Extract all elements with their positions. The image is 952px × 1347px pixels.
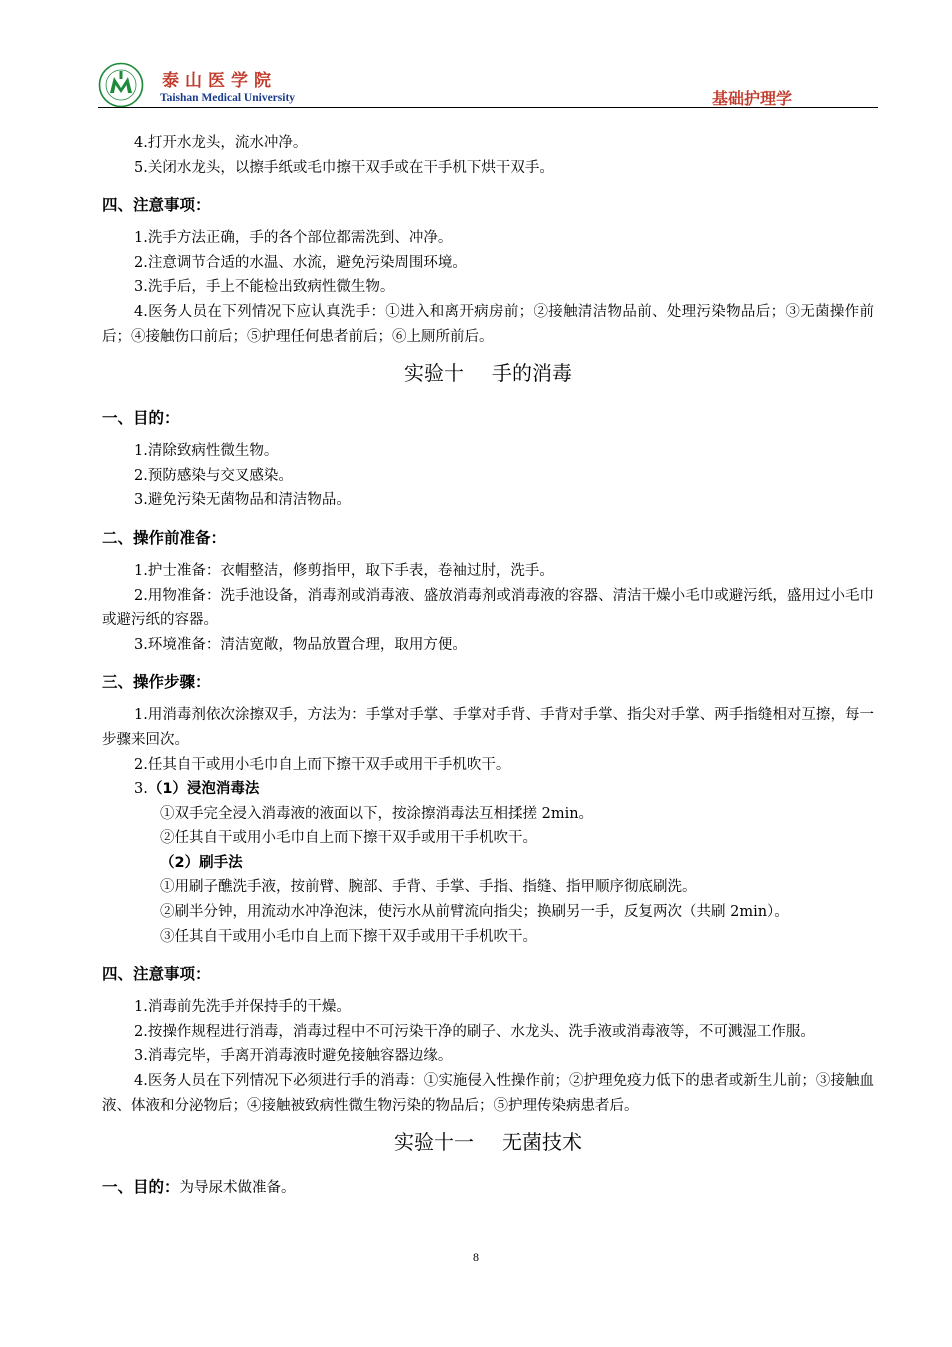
- header-divider: [98, 107, 878, 108]
- experiment-title: [102, 359, 874, 387]
- page-header: [98, 62, 878, 108]
- method-step: ②刷半分钟，用流动水冲净泡沫，使污水从前臂流向指尖；换刷另一手，反复两次（共刷 2min）。: [160, 904, 789, 921]
- method-step: ③任其自干或用小毛巾自上而下擦干双手或用干手机吹干。: [160, 928, 537, 945]
- university-logo: [98, 62, 144, 108]
- note-item: 4.医务人员在下列情况下应认真洗手：①进入和离开病房前；②接触清洁物品前、处理污染物品后；③无菌操作前后；④接触伤口前后；⑤护理任何患者前后；⑥上厕所前后。: [102, 303, 874, 345]
- note-item: 1.消毒前先洗手并保持手的干燥。: [134, 999, 351, 1016]
- experiment-title: [102, 1128, 874, 1156]
- step-item: [102, 777, 874, 802]
- document-body: [102, 131, 874, 1201]
- note-item: 3.洗手后，手上不能检出致病性微生物。: [134, 279, 395, 296]
- experiment-number: 实验十一: [394, 1130, 474, 1155]
- section-heading: 一、目的：: [102, 1178, 180, 1197]
- purpose-item: 3.避免污染无菌物品和清洁物品。: [134, 492, 351, 509]
- method-step: ①用刷子醮洗手液，按前臂、腕部、手背、手掌、手指、指缝、指甲顺序彻底刷洗。: [160, 879, 697, 896]
- section-heading: 三、操作步骤：: [102, 673, 211, 692]
- university-name-en: Taishan Medical University: [160, 92, 296, 104]
- method-label: （1）浸泡消毒法: [147, 781, 260, 798]
- purpose-item: 1.清除致病性微生物。: [134, 443, 279, 460]
- step-item: 5.关闭水龙头，以擦手纸或毛巾擦干双手或在干手机下烘干双手。: [134, 159, 554, 176]
- page-number: 8: [473, 1250, 479, 1264]
- experiment-number: 实验十: [404, 361, 464, 386]
- course-title: 基础护理学: [711, 89, 792, 108]
- note-item: 2.按操作规程进行消毒，消毒过程中不可污染干净的刷子、水龙头、洗手液或消毒液等，不可溅湿工作服。: [134, 1023, 815, 1040]
- method-label: （2）刷手法: [160, 854, 243, 871]
- step-number: 3.: [134, 781, 148, 798]
- step-item: 4.打开水龙头，流水冲净。: [134, 135, 308, 151]
- experiment-name: 无菌技术: [502, 1130, 582, 1155]
- note-item: 2.注意调节合适的水温、水流，避免污染周围环境。: [134, 254, 467, 271]
- prep-item: 3.环境准备：清洁宽敞，物品放置合理，取用方便。: [134, 636, 467, 653]
- purpose-item: 2.预防感染与交叉感染。: [134, 467, 293, 484]
- prep-item: 1.护士准备：衣帽整洁，修剪指甲，取下手表，卷袖过肘，洗手。: [134, 562, 554, 579]
- step-item: 1.用消毒剂依次涂擦双手，方法为：手掌对手掌、手掌对手背、手背对手掌、指尖对手掌、两手指缝相对互擦，每一步骤来回次。: [102, 707, 874, 748]
- note-item: 3.消毒完毕，手离开消毒液时避免接触容器边缘。: [134, 1048, 453, 1065]
- prep-item: 2.用物准备：洗手池设备，消毒剂或消毒液、盛放消毒剂或消毒液的容器、清洁干燥小毛巾或避污纸，盛用过小毛巾或避污纸的容器。: [102, 587, 874, 629]
- section-heading: 四、注意事项：: [102, 196, 211, 215]
- note-item: 4.医务人员在下列情况下必须进行手的消毒：①实施侵入性操作前；②护理免疫力低下的患者或新生儿前；③接触血液、体液和分泌物后；④接触被致病性微生物污染的物品后；⑤护理传染病患者后。: [102, 1073, 874, 1114]
- step-item: 2.任其自干或用小毛巾自上而下擦干双手或用干手机吹干。: [134, 756, 511, 773]
- method-step: ②任其自干或用小毛巾自上而下擦干双手或用干手机吹干。: [160, 830, 537, 847]
- purpose-text: 为导尿术做准备。: [179, 1180, 296, 1197]
- purpose-line: [102, 1176, 874, 1201]
- section-heading: 二、操作前准备：: [102, 528, 227, 547]
- note-item: 1.洗手方法正确，手的各个部位都需洗到、冲净。: [134, 230, 453, 247]
- section-heading: 四、注意事项：: [102, 965, 211, 984]
- section-heading: 一、目的：: [102, 409, 180, 428]
- experiment-name: 手的消毒: [492, 361, 572, 386]
- university-name-cn: 泰山医学院: [162, 71, 277, 91]
- method-step: ①双手完全浸入消毒液的液面以下，按涂擦消毒法互相揉搓 2min。: [160, 805, 594, 822]
